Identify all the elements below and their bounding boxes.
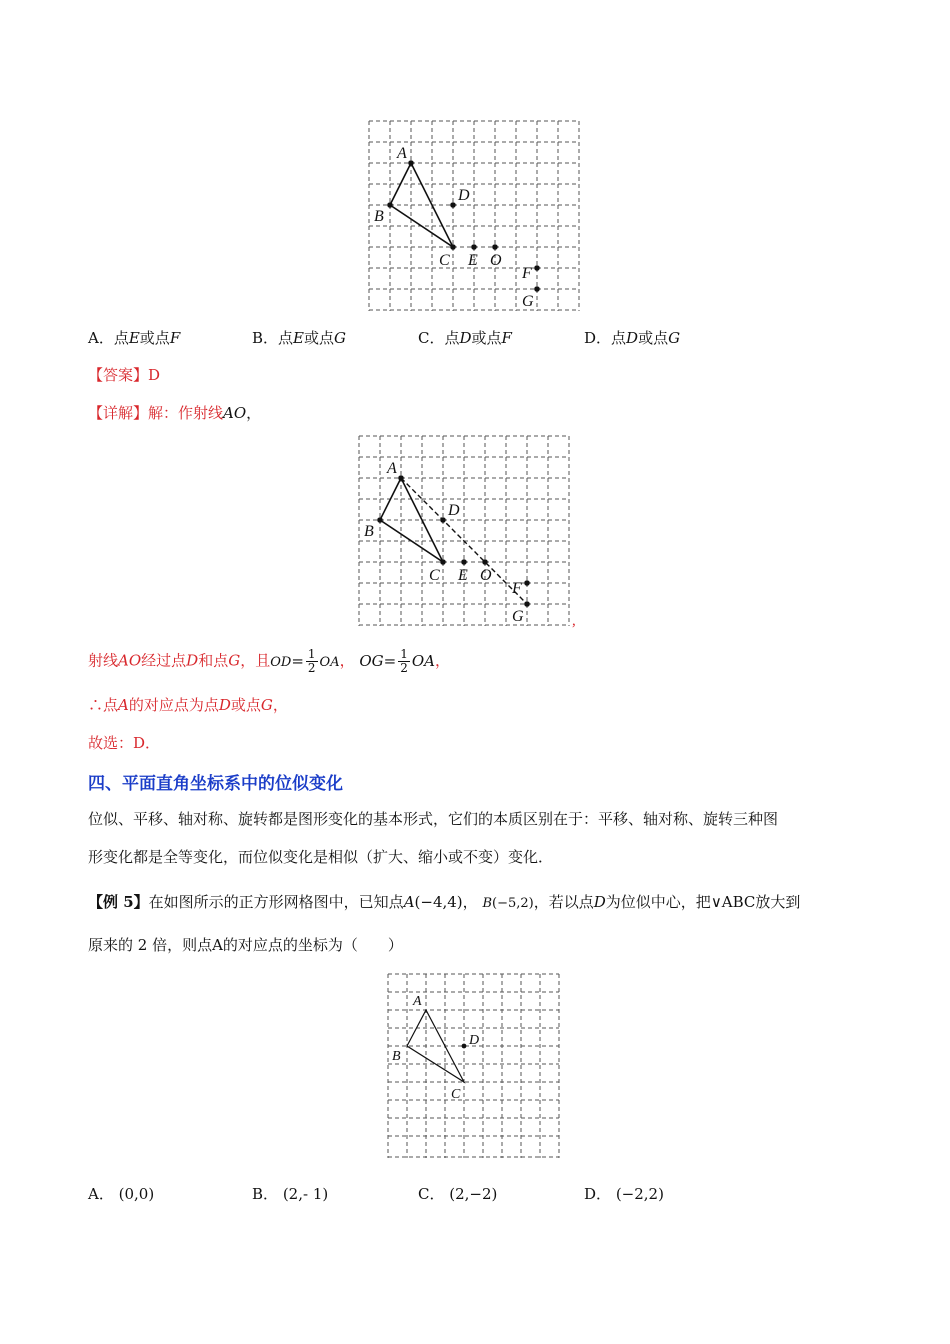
- label-f: F: [522, 265, 532, 282]
- label-g: G: [522, 293, 534, 310]
- label-c: C: [439, 252, 450, 269]
- example-5-line1: 【例 5】在如图所示的正方形网格图中，已知点A(−4,4)， B(−5,2)，若以点D为位似中心，把∨ABC放大到: [88, 893, 801, 911]
- ex5-option-a: A． (0,0): [88, 1185, 155, 1203]
- point-c: [450, 244, 456, 250]
- detail-line: 【详解】解：作射线AO，: [88, 404, 262, 422]
- point-e-2: [461, 559, 467, 565]
- label-b: B: [374, 208, 384, 225]
- label-c-3: C: [451, 1087, 461, 1102]
- label-d-3: D: [469, 1033, 480, 1048]
- label-a-2: A: [387, 460, 397, 477]
- option-a: A．点E或点F: [88, 329, 181, 347]
- label-f-2: F: [512, 580, 522, 597]
- point-d-2: [440, 517, 446, 523]
- point-b-2: [377, 517, 383, 523]
- ex5-option-d: D． (−2,2): [584, 1185, 664, 1203]
- point-o-2: [482, 559, 488, 565]
- point-f: [534, 265, 540, 271]
- section-4-para-line2: 形变化都是全等变化，而位似变化是相似（扩大、缩小或不变）变化．: [88, 848, 554, 866]
- triangle-abc-3: [407, 1010, 464, 1082]
- label-e-2: E: [458, 567, 468, 584]
- label-d: D: [458, 187, 470, 204]
- point-a: [408, 160, 414, 166]
- point-g: [534, 286, 540, 292]
- option-b: B．点E或点G: [252, 329, 346, 347]
- point-b: [387, 202, 393, 208]
- option-c: C．点D或点F: [418, 329, 512, 347]
- ex5-option-b: B． (2,- 1): [252, 1185, 329, 1203]
- option-d: D．点D或点G: [584, 329, 681, 347]
- label-g-2: G: [512, 608, 524, 625]
- ray-statement: 射线AO经过点D和点G，且OD= $\frac{1}{2}$ OA， OG= $\frac{1}{2}$ OA，: [88, 647, 451, 675]
- label-a: A: [397, 145, 407, 162]
- label-b-2: B: [364, 523, 374, 540]
- point-e: [471, 244, 477, 250]
- point-d: [450, 202, 456, 208]
- answer-line: 【答案】D: [88, 366, 161, 384]
- figure-3-grid: [385, 971, 565, 1161]
- label-o-2: O: [480, 567, 492, 584]
- label-o: O: [490, 252, 502, 269]
- point-c-2: [440, 559, 446, 565]
- point-a-2: [398, 475, 404, 481]
- label-d-2: D: [448, 502, 460, 519]
- choose-line: 故选：D．: [88, 734, 161, 752]
- label-b-3: B: [392, 1049, 401, 1064]
- therefore-line: ∴点A的对应点为点D或点G，: [88, 696, 288, 714]
- ray-ao: [401, 478, 530, 607]
- label-c-2: C: [429, 567, 440, 584]
- trailing-comma: ,: [572, 613, 576, 629]
- figure-1-grid: [366, 118, 586, 314]
- label-e: E: [468, 252, 478, 269]
- point-g-2: [524, 601, 530, 607]
- figure-2-grid: [356, 433, 586, 629]
- point-d-3: [462, 1044, 467, 1049]
- point-o: [492, 244, 498, 250]
- section-4-para-line1: 位似、平移、轴对称、旋转都是图形变化的基本形式，它们的本质区别在于：平移、轴对称、旋转三种图: [88, 810, 779, 828]
- label-a-3: A: [413, 994, 422, 1009]
- section-4-title: 四、平面直角坐标系中的位似变化: [88, 774, 343, 794]
- example-5-line2: 原来的 2 倍，则点A的对应点的坐标为（ ）: [88, 936, 403, 954]
- point-f-2: [524, 580, 530, 586]
- ex5-option-c: C． (2,−2): [418, 1185, 498, 1203]
